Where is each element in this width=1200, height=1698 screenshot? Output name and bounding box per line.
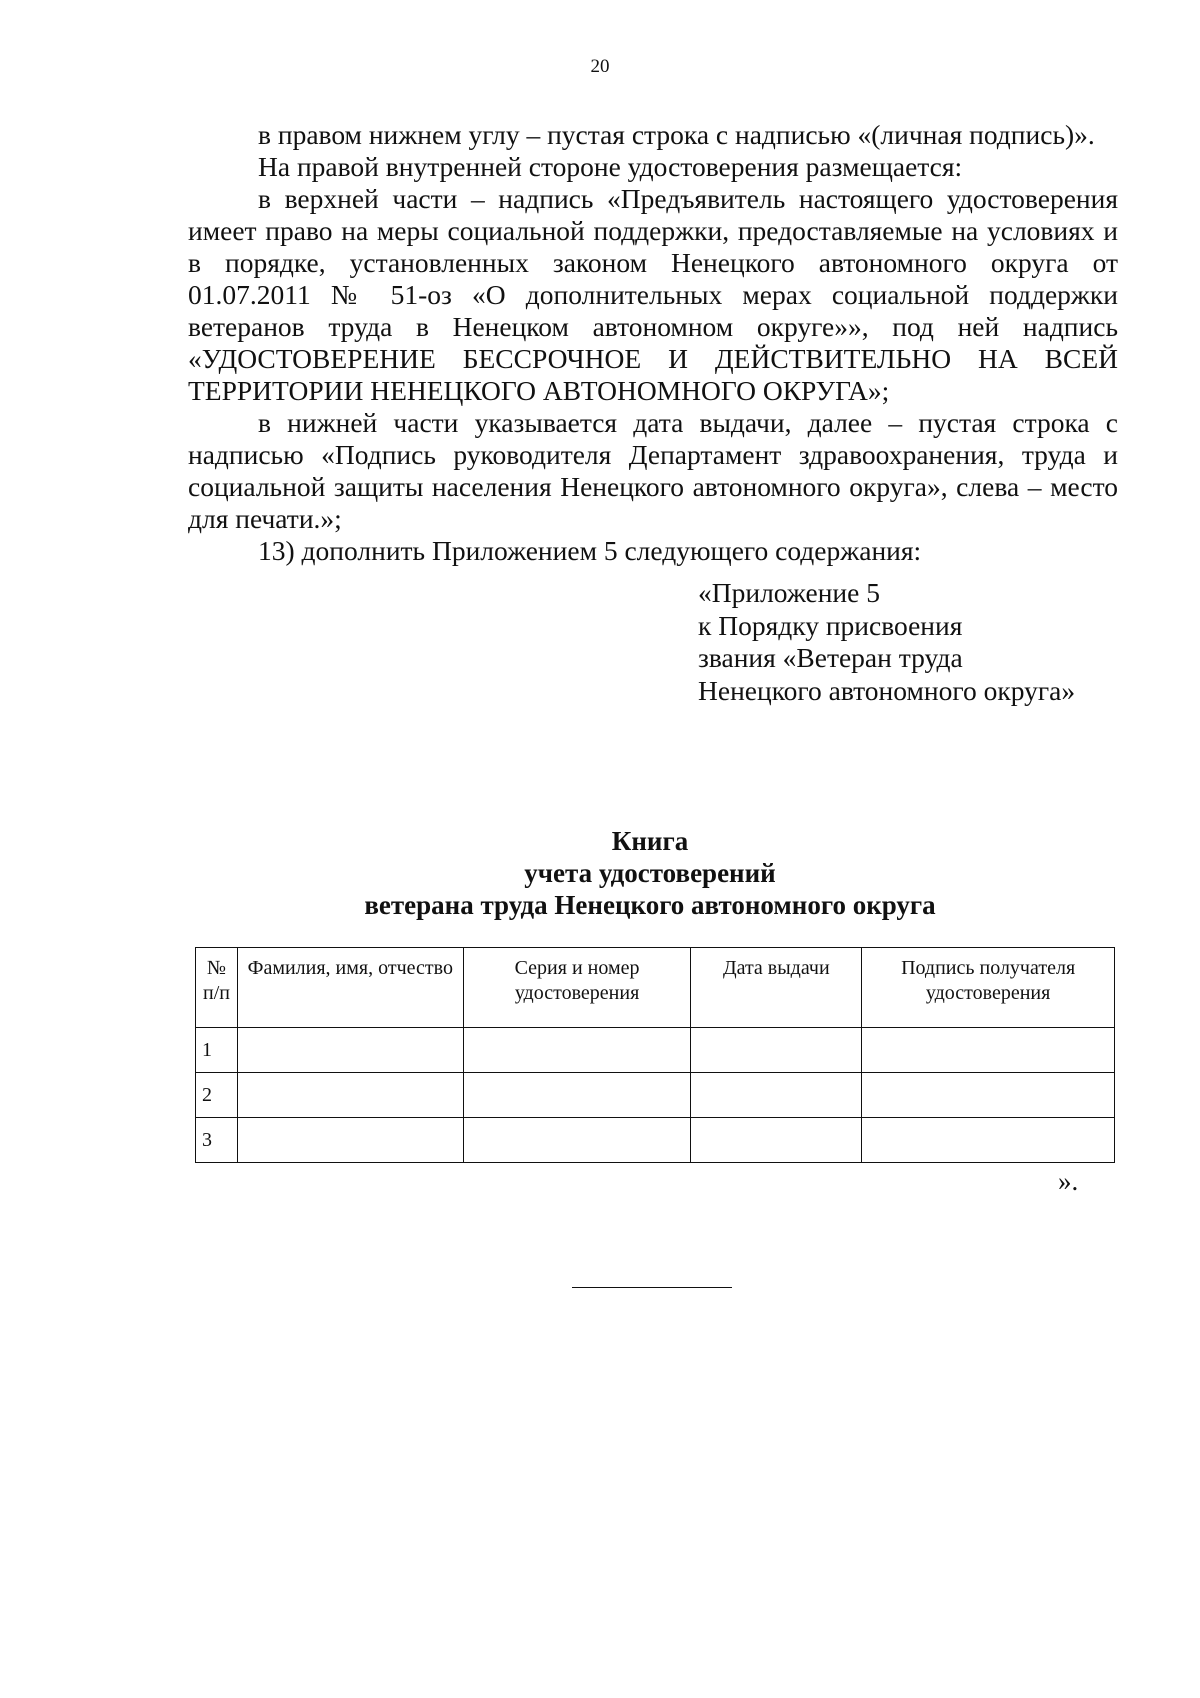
table-row — [196, 1028, 1115, 1073]
paragraph-right-inner-side: На правой внутренней стороне удостоверения размещается: — [258, 151, 963, 182]
cell-signature — [862, 1118, 1115, 1163]
appendix-ref-line: Ненецкого автономного округа» — [698, 674, 1076, 706]
ledger-table — [195, 947, 1115, 1163]
cell-series — [463, 1118, 691, 1163]
header-series: Серия и номер удостоверения — [463, 948, 691, 1028]
header-name: Фамилия, имя, отчество — [237, 948, 463, 1028]
table-row — [196, 1118, 1115, 1163]
cell-date — [691, 1073, 862, 1118]
book-title-line: учета удостоверений — [524, 858, 776, 888]
cell-name — [237, 1118, 463, 1163]
end-divider — [572, 1287, 732, 1288]
book-title-line: ветерана труда Ненецкого автономного округа — [364, 890, 936, 920]
paragraph-upper-part: в верхней части – надпись «Предъявитель настоящего удостоверения имеет право на меры социальной поддержки, предоставляемые на условиях и в порядке, установленных законом Ненецкого автономного округа от 01.07.2011 № 51-оз «О дополнительных мерах социальной поддержки ветеранов труда в Ненецком автономном округе»», под ней надпись «УДОСТОВЕРЕНИЕ БЕССРОЧНОЕ И ДЕЙСТВИТЕЛЬНО НА ВСЕЙ ТЕРРИТОРИИ НЕНЕЦКОГО АВТОНОМНОГО ОКРУГА»; — [188, 183, 1118, 406]
header-date: Дата выдачи — [691, 948, 862, 1028]
book-title — [0, 825, 1200, 921]
cell-signature — [862, 1073, 1115, 1118]
closing-quote: ». — [1058, 1166, 1079, 1196]
header-signature: Подпись получателя удостоверения — [862, 948, 1115, 1028]
cell-name — [237, 1028, 463, 1073]
cell-date — [691, 1118, 862, 1163]
appendix-ref-line: к Порядку присвоения — [698, 609, 963, 641]
cell-series — [463, 1028, 691, 1073]
header-num: № п/п — [196, 948, 238, 1028]
row-number: 1 — [196, 1028, 238, 1073]
appendix-ref-line: звания «Ветеран труда — [698, 642, 963, 673]
appendix-reference — [698, 577, 1075, 707]
table-row — [196, 1073, 1115, 1118]
paragraph-lower-part: в нижней части указывается дата выдачи, далее – пустая строка с надписью «Подпись руководителя Департамент здравоохранения, труда и социальной защиты населения Ненецкого автономного округа», слева – место для печати.»; — [188, 407, 1118, 534]
appendix-ref-line: «Приложение 5 — [698, 577, 880, 608]
row-number: 2 — [196, 1073, 238, 1118]
cell-name — [237, 1073, 463, 1118]
cell-date — [691, 1028, 862, 1073]
cell-series — [463, 1073, 691, 1118]
cell-signature — [862, 1028, 1115, 1073]
row-number: 3 — [196, 1118, 238, 1163]
paragraph-item-13: 13) дополнить Приложением 5 следующего содержания: — [258, 535, 922, 566]
paragraph-lower-right: в правом нижнем углу – пустая строка с надписью «(личная подпись)». — [258, 119, 1095, 150]
book-title-line: Книга — [611, 826, 689, 856]
table-header-row — [196, 948, 1115, 1028]
body-text — [188, 119, 1118, 567]
page-number: 20 — [590, 56, 610, 77]
